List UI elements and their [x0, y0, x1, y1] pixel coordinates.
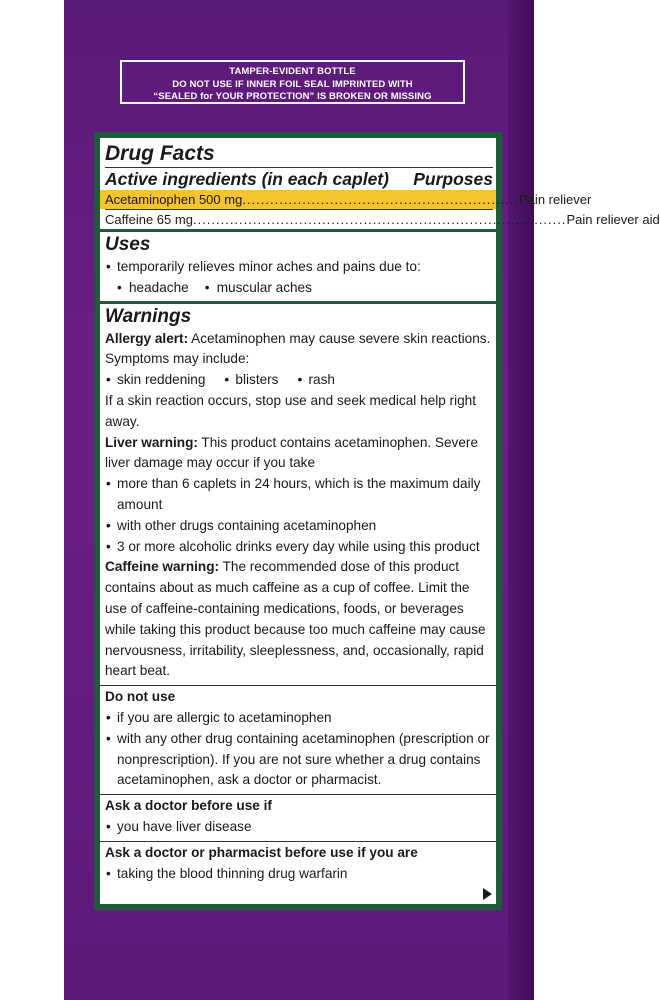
list-item: • 3 or more alcoholic drinks every day while using this product	[105, 537, 493, 558]
list-item: • with other drugs containing acetaminophen	[105, 516, 493, 537]
uses-intro: • temporarily relieves minor aches and pains due to:	[105, 257, 493, 278]
seal-line-3: “SEALED for YOUR PROTECTION” IS BROKEN OR MISSING	[153, 91, 432, 102]
uses-list	[105, 278, 493, 299]
caffeine-warning-text: The recommended dose of this product contains about as much caffeine as a cup of coffee. Limit the use of caffeine-containing medications, foods, or beverages while taking this product because too much caffeine may cause nervousness, irritability, sleeplessness, and, occasionally, rapid heart beat.	[105, 559, 486, 679]
liver-warning	[105, 433, 493, 475]
drug-facts-panel	[100, 138, 660, 904]
product-box	[64, 0, 660, 1000]
uses-title: Uses	[105, 234, 151, 255]
list-item: • rash	[296, 370, 334, 391]
list-item: • skin reddening	[105, 370, 205, 391]
uses-section	[100, 232, 496, 304]
continue-arrow-icon	[483, 888, 492, 900]
caffeine-warning-label: Caffeine warning:	[105, 559, 220, 575]
box-side-edge	[508, 0, 534, 1000]
facts-header-section	[100, 138, 660, 232]
list-item: • headache	[117, 278, 189, 299]
warnings-title: Warnings	[105, 305, 192, 327]
list-item: • more than 6 caplets in 24 hours, which is the maximum daily amount	[105, 474, 493, 516]
ingredient-row	[100, 190, 592, 209]
drug-facts-title: Drug Facts	[105, 142, 215, 165]
do-not-use-title: Do not use	[105, 689, 176, 705]
active-ingredients-header	[105, 168, 493, 190]
active-ingredients-label: Active ingredients (in each caplet)	[105, 169, 389, 189]
skin-reaction-text: If a skin reaction occurs, stop use and seek medical help right away.	[105, 392, 477, 429]
ingredient-leader: ............................................................	[242, 192, 520, 207]
list-item: • taking the blood thinning drug warfarin	[105, 864, 493, 885]
ingredient-purpose: Pain reliever aid	[566, 212, 660, 227]
list-item: • if you are allergic to acetaminophen	[105, 708, 493, 729]
caffeine-warning	[105, 557, 493, 682]
liver-warning-label: Liver warning:	[105, 434, 198, 450]
warnings-section	[100, 304, 496, 885]
symptom-list	[105, 370, 493, 391]
ingredient-purpose: Pain reliever	[519, 192, 592, 207]
seal-line-2: DO NOT USE IF INNER FOIL SEAL IMPRINTED WITH	[172, 78, 413, 90]
liver-warning-text: This product contains acetaminophen. Severe liver damage may occur if you take	[105, 434, 479, 471]
list-item: • you have liver disease	[105, 817, 493, 838]
list-item: • with any other drug containing acetaminophen (prescription or nonprescription). If you are not sure whether a drug contains acetaminophen, ask a doctor or pharmacist.	[105, 729, 493, 791]
purposes-label: Purposes	[413, 169, 493, 189]
ask-pharmacist-title: Ask a doctor or pharmacist before use if you are	[105, 844, 418, 860]
ingredient-name: Acetaminophen 500 mg	[105, 192, 243, 207]
list-item: • blisters	[223, 370, 278, 391]
allergy-alert-label: Allergy alert:	[105, 330, 189, 346]
ask-doctor-title: Ask a doctor before use if	[105, 798, 272, 814]
ingredient-leader: .................................................................................	[192, 212, 567, 227]
allergy-alert	[105, 329, 493, 371]
allergy-alert-text: Acetaminophen may cause severe skin reactions. Symptoms may include:	[105, 330, 491, 367]
seal-line-1: TAMPER-EVIDENT BOTTLE	[229, 66, 356, 77]
ingredient-row	[105, 209, 660, 229]
list-item: • muscular aches	[205, 278, 312, 299]
ingredient-name: Caffeine 65 mg	[105, 212, 193, 227]
tamper-seal-notice	[120, 60, 465, 104]
